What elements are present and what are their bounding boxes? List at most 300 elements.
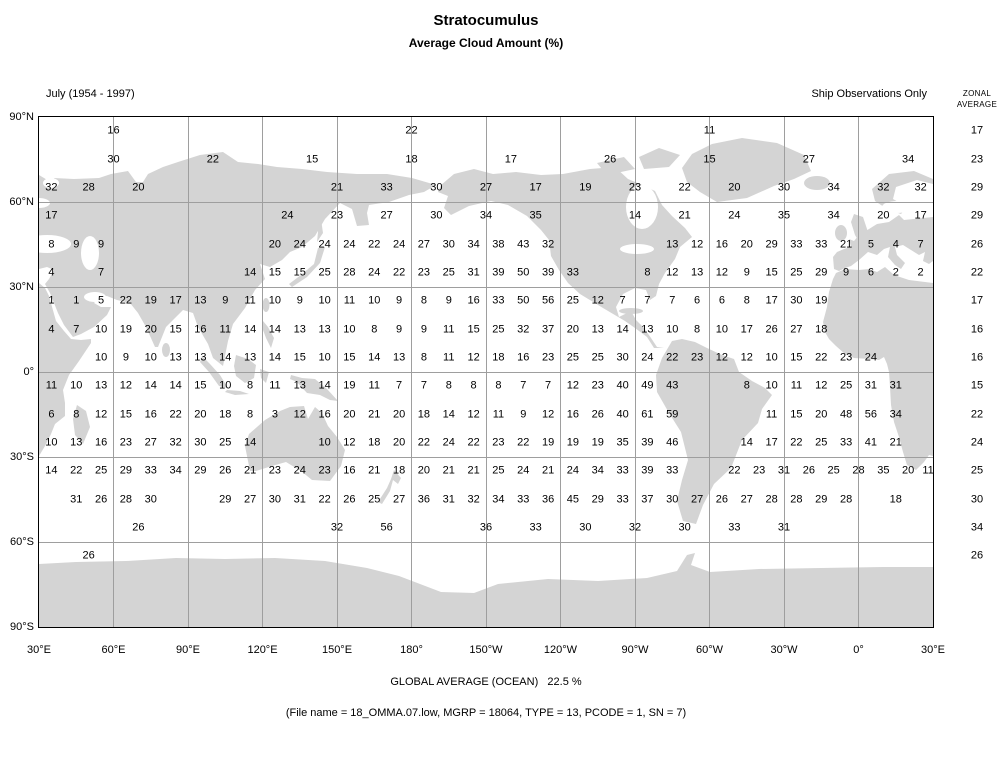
grid-value: 33 [790,238,803,250]
grid-value: 25 [492,464,505,477]
grid-value: 29 [815,266,828,279]
grid-value: 8 [247,408,254,420]
grid-value: 14 [268,351,282,364]
grid-value: 35 [616,436,629,449]
lon-axis-label: 180° [400,644,423,656]
grid-value: 28 [119,493,133,505]
grid-value: 28 [852,464,865,477]
grid-value: 50 [517,294,530,307]
grid-value: 37 [641,493,654,505]
grid-value: 25 [815,436,828,449]
grid-value: 8 [420,294,427,307]
grid-value: 17 [45,209,58,222]
grid-value: 14 [219,351,232,364]
grid-value: 14 [616,323,629,335]
grid-value: 18 [889,493,902,505]
grid-value: 19 [591,436,604,449]
grid-value: 1 [73,294,80,307]
grid-value: 14 [45,464,58,477]
grid-value: 18 [815,323,828,335]
grid-value: 32 [628,521,642,534]
grid-value: 32 [914,181,927,194]
grid-value: 21 [678,209,691,222]
grid-value: 14 [442,408,455,420]
grid-value: 10 [765,379,778,392]
grid-value: 23 [591,379,604,392]
grid-value: 27 [740,493,753,505]
grid-value: 10 [268,294,282,307]
grid-value: 22 [405,124,418,137]
grid-value: 10 [318,294,331,307]
grid-value: 9 [420,323,427,335]
grid-value: 14 [144,379,157,392]
grid-value: 19 [541,436,555,449]
grid-value: 31 [889,379,902,392]
grid-value: 12 [715,266,729,279]
grid-value: 33 [666,464,679,477]
grid-value: 17 [529,181,542,194]
grid-value: 7 [73,323,80,335]
grid-value: 9 [296,294,303,307]
grid-value: 20 [392,436,406,449]
grid-value: 22 [206,153,219,165]
grid-value: 9 [743,266,750,279]
grid-value: 14 [318,379,331,392]
grid-value: 10 [343,323,356,335]
grid-value: 24 [293,238,306,250]
grid-value: 17 [765,436,778,449]
grid-value: 56 [380,521,393,534]
grid-value: 32 [45,181,58,194]
page-title: Stratocumulus [433,12,539,29]
grid-value: 12 [715,351,729,364]
grid-value: 20 [815,408,828,420]
grid-value: 14 [243,266,257,279]
grid-value: 12 [566,379,580,392]
grid-value: 22 [169,408,182,420]
grid-value: 13 [690,266,704,279]
grid-value: 21 [368,464,381,477]
grid-value: 9 [98,238,105,250]
grid-value: 12 [293,408,306,420]
grid-value: 16 [144,408,157,420]
grid-value: 30 [790,294,803,307]
grid-value: 25 [566,351,580,364]
lat-axis-label: 60°S [10,536,34,548]
grid-value: 34 [479,209,493,222]
grid-value: 8 [495,379,502,392]
grid-value: 10 [144,351,157,364]
grid-value: 38 [492,238,505,250]
grid-value: 30 [430,181,443,194]
grid-value: 37 [541,323,555,335]
grid-value: 26 [802,464,815,477]
grid-value: 11 [443,323,455,335]
grid-value: 24 [392,238,406,250]
grid-value: 30 [442,238,455,250]
grid-value: 28 [790,493,803,505]
grid-value: 20 [268,238,282,250]
grid-value: 24 [318,238,331,250]
zonal-average-value: 22 [970,266,984,279]
grid-value: 21 [839,238,853,250]
grid-value: 32 [467,493,480,505]
grid-value: 34 [591,464,604,477]
grid-value: 6 [694,294,701,307]
lon-axis-label: 30°E [27,644,51,656]
lon-axis-label: 60°E [101,644,126,656]
grid-value: 32 [169,436,182,449]
grid-value: 11 [790,379,803,392]
grid-value: 16 [194,323,207,335]
lon-axis-label: 120°E [247,644,278,656]
grid-value: 24 [566,464,580,477]
grid-value: 13 [318,323,331,335]
grid-value: 13 [70,436,83,449]
lon-axis-label: 90°E [176,644,200,656]
grid-value: 12 [815,379,828,392]
grid-value: 18 [492,351,505,364]
grid-value: 21 [368,408,381,420]
grid-value: 24 [517,464,530,477]
grid-value: 32 [541,238,555,250]
grid-value: 13 [194,351,207,364]
grid-value: 23 [690,351,704,364]
grid-value: 12 [467,408,480,420]
grid-value: 6 [718,294,725,307]
grid-value: 16 [107,124,120,137]
grid-value: 34 [827,209,840,222]
grid-value: 7 [644,294,651,307]
grid-value: 15 [790,351,803,364]
grid-value: 40 [616,379,629,392]
grid-value: 30 [194,436,207,449]
grid-value: 8 [694,323,701,335]
grid-value: 24 [343,238,356,250]
grid-value: 9 [122,351,129,364]
grid-value: 24 [864,351,878,364]
grid-value: 22 [392,266,406,279]
grid-value: 20 [902,464,915,477]
grid-value: 20 [417,464,431,477]
grid-value: 30 [777,181,791,194]
grid-value: 21 [467,464,480,477]
zonal-header-line2: AVERAGE [956,100,998,109]
grid-value: 10 [715,323,729,335]
grid-value: 18 [405,153,418,165]
grid-value: 45 [566,493,580,505]
grid-value: 23 [628,181,642,194]
grid-value: 11 [368,379,380,392]
lon-axis-label: 30°W [770,644,798,656]
grid-value: 13 [392,351,406,364]
grid-value: 20 [728,181,741,194]
grid-value: 33 [839,436,853,449]
grid-value: 17 [914,209,927,222]
grid-value: 16 [343,464,356,477]
grid-value: 21 [889,436,902,449]
grid-value: 10 [70,379,83,392]
grid-value: 14 [243,323,257,335]
grid-value: 21 [442,464,455,477]
grid-value: 7 [396,379,403,392]
grid-value: 8 [371,323,378,335]
grid-value: 34 [902,153,915,165]
lon-axis-label: 90°W [621,644,649,656]
grid-value: 17 [169,294,182,307]
grid-value: 11 [492,408,505,420]
grid-value: 11 [443,351,455,364]
grid-value: 24 [293,464,306,477]
grid-value: 26 [132,521,145,534]
grid-value: 10 [318,436,331,449]
grid-value: 14 [268,323,282,335]
grid-value: 19 [815,294,828,307]
grid-value: 39 [492,266,505,279]
grid-value: 20 [194,408,207,420]
grid-value: 24 [368,266,381,279]
grid-value: 23 [492,436,505,449]
grid-value: 12 [740,351,753,364]
grid-value: 2 [892,266,899,279]
grid-value: 15 [119,408,133,420]
zonal-average-value: 29 [970,181,984,194]
grid-value: 3 [271,408,278,420]
grid-value: 25 [839,379,853,392]
grid-value: 16 [715,238,729,250]
grid-value: 20 [877,209,890,222]
grid-value: 7 [420,379,427,392]
grid-value: 27 [690,493,704,505]
grid-value: 36 [479,521,493,534]
grid-value: 33 [529,521,542,534]
grid-value: 22 [368,238,381,250]
grid-value: 17 [740,323,753,335]
grid-value: 19 [144,294,157,307]
grid-value: 6 [48,408,55,420]
grid-value: 7 [98,266,105,279]
grid-value: 13 [169,351,182,364]
grid-value: 20 [343,408,356,420]
grid-value: 15 [169,323,182,335]
grid-value: 34 [827,181,840,194]
grid-value: 31 [777,464,791,477]
grid-value: 23 [839,351,853,364]
zonal-average-value: 16 [970,351,984,364]
grid-value: 17 [504,153,517,165]
grid-value: 9 [396,294,403,307]
grid-value: 26 [765,323,778,335]
grid-value: 9 [445,294,452,307]
grid-value: 22 [70,464,83,477]
grid-value: 12 [666,266,679,279]
grid-value: 9 [222,294,229,307]
lat-axis-label: 60°N [9,196,34,208]
grid-value: 33 [492,294,505,307]
grid-value: 33 [616,493,629,505]
lat-axis-label: 90°N [9,111,34,123]
grid-value: 15 [268,266,282,279]
grid-value: 29 [219,493,232,505]
grid-value: 15 [343,351,356,364]
zonal-header-line1: ZONAL [962,89,992,98]
grid-value: 25 [318,266,331,279]
grid-value: 34 [492,493,505,505]
grid-value: 59 [666,408,679,420]
grid-value: 33 [616,464,629,477]
grid-value: 28 [343,266,356,279]
grid-value: 9 [520,408,527,420]
grid-value: 11 [703,124,716,137]
zonal-average-value: 17 [970,294,984,307]
grid-value: 8 [48,238,55,250]
grid-value: 20 [144,323,157,335]
grid-value: 13 [666,238,679,250]
grid-value: 34 [169,464,182,477]
zonal-average-value: 29 [970,209,984,222]
grid-value: 15 [293,266,306,279]
grid-value: 20 [566,323,580,335]
grid-value: 7 [545,379,552,392]
grid-value: 49 [641,379,654,392]
grid-value: 32 [877,181,890,194]
grid-value: 19 [343,379,356,392]
lon-axis-label: 0° [853,644,864,656]
grid-value: 7 [520,379,527,392]
grid-value: 32 [517,323,530,335]
grid-value: 31 [467,266,480,279]
zonal-average-value: 24 [970,436,984,449]
grid-value: 28 [839,493,853,505]
grid-value: 30 [616,351,629,364]
grid-value: 7 [669,294,676,307]
zonal-average-value: 17 [970,124,984,137]
grid-value: 56 [541,294,555,307]
grid-value: 25 [219,436,232,449]
grid-value: 26 [604,153,617,165]
grid-value: 25 [442,266,455,279]
grid-value: 12 [690,238,704,250]
grid-value: 23 [268,464,282,477]
grid-value: 22 [517,436,530,449]
grid-value: 15 [293,351,306,364]
grid-value: 22 [467,436,480,449]
global-average-label: GLOBAL AVERAGE (OCEAN) 22.5 % [390,676,582,688]
grid-value: 15 [765,266,778,279]
grid-value: 10 [318,351,331,364]
grid-value: 33 [815,238,828,250]
grid-value: 12 [119,379,133,392]
page-subtitle: Average Cloud Amount (%) [408,36,564,50]
observation-note: Ship Observations Only [811,88,927,100]
period-label: July (1954 - 1997) [46,88,135,100]
grid-value: 30 [430,209,443,222]
grid-value: 31 [864,379,878,392]
grid-value: 14 [740,436,753,449]
grid-value: 39 [641,464,654,477]
grid-value: 22 [119,294,133,307]
zonal-average-value: 30 [970,493,984,505]
grid-value: 16 [517,351,530,364]
file-info: (File name = 18_OMMA.07.low, MGRP = 18064, TYPE = 13, PCODE = 1, SN = 7) [285,707,687,719]
grid-value: 33 [144,464,157,477]
grid-value: 11 [922,464,934,477]
grid-value: 10 [368,294,381,307]
grid-value: 29 [815,493,828,505]
grid-value: 17 [765,294,778,307]
grid-value: 12 [343,436,356,449]
grid-value: 26 [94,493,108,505]
grid-value: 9 [73,238,80,250]
grid-value: 14 [243,436,257,449]
grid-value: 35 [777,209,791,222]
grid-value: 35 [877,464,890,477]
grid-value: 5 [867,238,874,250]
grid-value: 8 [743,379,750,392]
grid-value: 33 [566,266,580,279]
grid-value: 19 [566,436,580,449]
grid-value: 33 [380,181,393,194]
grid-value: 33 [517,493,530,505]
grid-value: 30 [579,521,592,534]
zonal-average-value: 23 [970,153,984,165]
grid-value: 23 [119,436,133,449]
grid-value: 15 [703,153,716,165]
grid-value: 13 [243,351,257,364]
grid-value: 8 [470,379,477,392]
grid-value: 26 [219,464,232,477]
grid-value: 18 [368,436,381,449]
grid-value: 12 [591,294,604,307]
grid-value: 13 [94,379,108,392]
grid-value: 11 [219,323,231,335]
grid-value: 16 [566,408,580,420]
grid-value: 35 [529,209,542,222]
grid-value: 19 [579,181,592,194]
grid-value: 15 [194,379,207,392]
grid-value: 10 [94,351,108,364]
grid-value: 27 [479,181,493,194]
grid-value: 48 [839,408,853,420]
grid-value: 16 [318,408,331,420]
grid-value: 25 [591,351,604,364]
grid-value: 1 [48,294,55,307]
grid-value: 27 [243,493,257,505]
grid-value: 27 [802,153,815,165]
lon-axis-label: 60°W [695,644,724,656]
grid-value: 12 [467,351,480,364]
grid-value: 41 [864,436,878,449]
grid-value: 31 [777,521,791,534]
grid-value: 4 [892,238,899,250]
grid-value: 4 [48,323,55,335]
grid-value: 2 [917,266,924,279]
grid-value: 22 [417,436,431,449]
zonal-average-header [948,88,998,110]
zonal-average-value: 34 [970,521,984,534]
grid-value: 31 [442,493,455,505]
grid-value: 40 [616,408,629,420]
grid-value: 23 [753,464,766,477]
grid-value: 23 [318,464,331,477]
grid-value: 61 [641,408,654,420]
grid-value: 24 [442,436,455,449]
zonal-average-value: 22 [970,408,984,420]
grid-value: 36 [417,493,431,505]
grid-value: 22 [318,493,331,505]
grid-value: 26 [715,493,729,505]
grid-value: 25 [368,493,381,505]
